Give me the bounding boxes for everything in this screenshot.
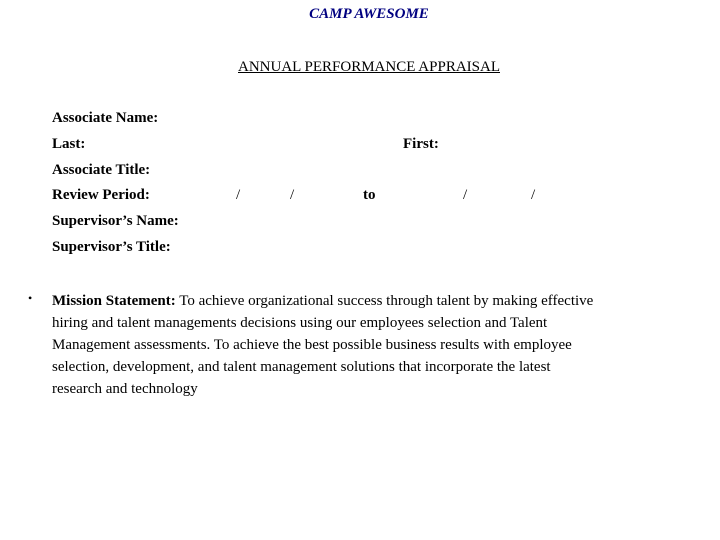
mission-text-1: To achieve organizational success through talent by making effective (175, 293, 594, 309)
mission-text-4: selection, development, and talent management solutions that incorporate the latest (52, 359, 551, 375)
mission-statement-label: Mission Statement: (52, 293, 176, 309)
company-name: CAMP AWESOME (309, 6, 429, 22)
associate-title-label: Associate Title: (52, 162, 151, 178)
review-period-start-slash-1: / (236, 187, 241, 203)
last-name-label: Last: (52, 136, 86, 152)
review-period-end-slash-2: / (531, 187, 536, 203)
bullet-icon: • (28, 291, 33, 305)
review-period-end-slash-1: / (463, 187, 468, 203)
associate-name-label: Associate Name: (52, 110, 159, 126)
mission-text-3: Management assessments. To achieve the best possible business results with employee (52, 337, 572, 353)
review-period-label: Review Period: (52, 187, 150, 203)
mission-text-2: hiring and talent managements decisions using our employees selection and Talent (52, 315, 548, 331)
supervisor-title-label: Supervisor’s Title: (52, 239, 171, 255)
mission-line-1 (52, 290, 708, 312)
first-name-label: First: (403, 136, 439, 152)
supervisor-name-label: Supervisor’s Name: (52, 213, 179, 229)
mission-text-5: research and technology (52, 381, 198, 397)
review-period-start-slash-2: / (290, 187, 295, 203)
mission-statement (52, 290, 708, 400)
review-period-to: to (363, 187, 376, 203)
document-title: ANNUAL PERFORMANCE APPRAISAL (238, 59, 500, 75)
